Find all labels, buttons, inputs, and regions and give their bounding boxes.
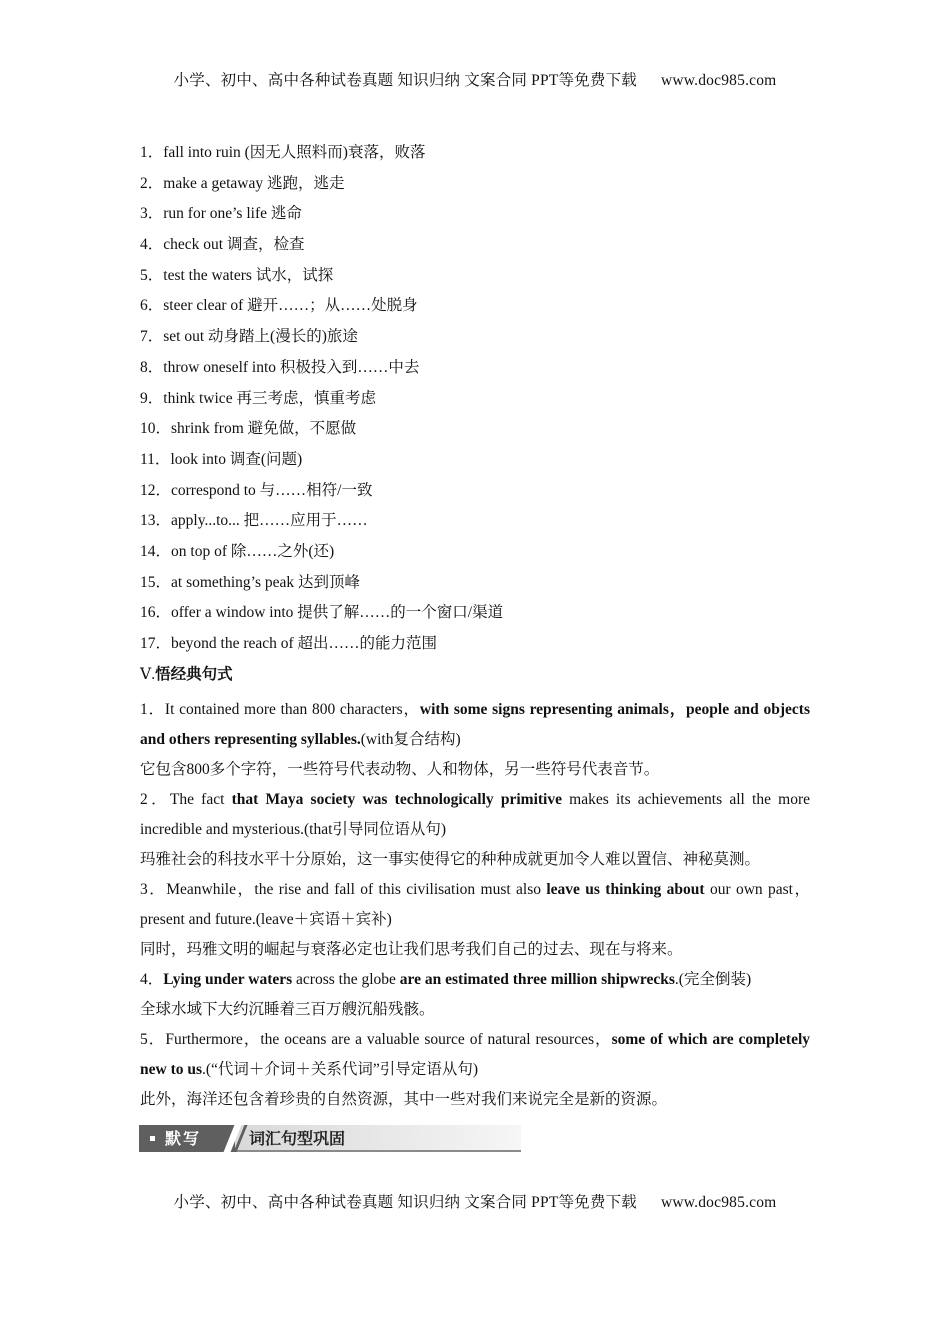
- header-site: www.doc985.com: [660, 72, 777, 89]
- vocab-item: 3．run for one’s life 逃命: [140, 205, 302, 223]
- sentence-en: 1．It contained more than 800 characters，with some signs representing animals，people and objects and others representing syllables.(with复合结构): [140, 701, 810, 748]
- sentence-zh: 同时，玛雅文明的崛起与衰落必定也让我们思考我们自己的过去、现在与将来。: [140, 941, 683, 958]
- section-numeral: Ⅴ.: [140, 666, 156, 683]
- vocab-item: 7．set out 动身踏上(漫长的)旅途: [140, 328, 358, 346]
- banner-title: 词汇句型巩固: [249, 1129, 346, 1148]
- vocab-item: 11．look into 调查(问题): [140, 450, 303, 468]
- section-title: 悟经典句式: [155, 666, 233, 683]
- banner-tag-label: 默写: [165, 1129, 202, 1148]
- vocab-item: 5．test the waters 试水，试探: [140, 266, 334, 284]
- section-heading: [140, 664, 233, 686]
- vocab-item: 10．shrink from 避免做，不愿做: [140, 420, 357, 438]
- vocab-list: [140, 142, 820, 664]
- vocab-item: 1．fall into ruin (因无人照料而)衰落，败落: [140, 144, 426, 161]
- vocab-item: 15．at something’s peak 达到顶峰: [140, 573, 361, 591]
- sentence-en: 2．The fact that Maya society was technologically primitive makes its achievements all the more incredible and mysterious.(that引导同位语从句): [140, 791, 810, 838]
- header-text: 小学、初中、高中各种试卷真题 知识归纳 文案合同 PPT等免费下载: [173, 72, 637, 89]
- sentence-zh: 它包含800多个字符，一些符号代表动物、人和物体，另一些符号代表音节。: [140, 761, 660, 778]
- vocab-item: 8．throw oneself into 积极投入到……中去: [140, 358, 420, 376]
- vocab-item: 4．check out 调查，检查: [140, 236, 305, 254]
- sentence-zh: 全球水域下大约沉睡着三百万艘沉船残骸。: [140, 1001, 435, 1018]
- sentence-en: 4．Lying under waters across the globe are an estimated three million shipwrecks.(完全倒装): [140, 971, 752, 988]
- vocab-item: 13．apply...to... 把……应用于……: [140, 512, 368, 530]
- page-footer: [0, 1190, 950, 1212]
- vocab-item: 16．offer a window into 提供了解……的一个窗口/渠道: [140, 604, 504, 622]
- vocab-item: 14．on top of 除……之外(还): [140, 542, 335, 560]
- page-header: [0, 68, 950, 90]
- vocab-item: 12．correspond to 与……相符/一致: [140, 481, 373, 499]
- section-banner: [139, 1125, 521, 1152]
- vocab-item: 9．think twice 再三考虑，慎重考虑: [140, 389, 376, 407]
- footer-text: 小学、初中、高中各种试卷真题 知识归纳 文案合同 PPT等免费下载: [173, 1194, 637, 1211]
- vocab-item: 17．beyond the reach of 超出……的能力范围: [140, 635, 438, 652]
- sentence-en: 5．Furthermore，the oceans are a valuable source of natural resources，some of which are completely new to us.(“代词＋介词＋关系代词”引导定语从句): [140, 1031, 811, 1078]
- vocab-item: 2．make a getaway 逃跑，逃走: [140, 174, 345, 192]
- square-bullet-icon: [150, 1136, 155, 1141]
- sentence-zh: 玛雅社会的科技水平十分原始，这一事实使得它的种种成就更加令人难以置信、神秘莫测。: [140, 851, 761, 868]
- sentence-zh: 此外，海洋还包含着珍贵的自然资源，其中一些对我们来说完全是新的资源。: [140, 1091, 668, 1108]
- vocab-item: 6．steer clear of 避开……；从……处脱身: [140, 297, 418, 315]
- footer-site: www.doc985.com: [660, 1194, 777, 1211]
- sentence-en: 3．Meanwhile，the rise and fall of this civilisation must also leave us thinking about our own past，present and future.(leave＋宾语＋宾补): [140, 881, 810, 928]
- sentence-list: [140, 695, 810, 1115]
- banner-tag: [139, 1125, 235, 1152]
